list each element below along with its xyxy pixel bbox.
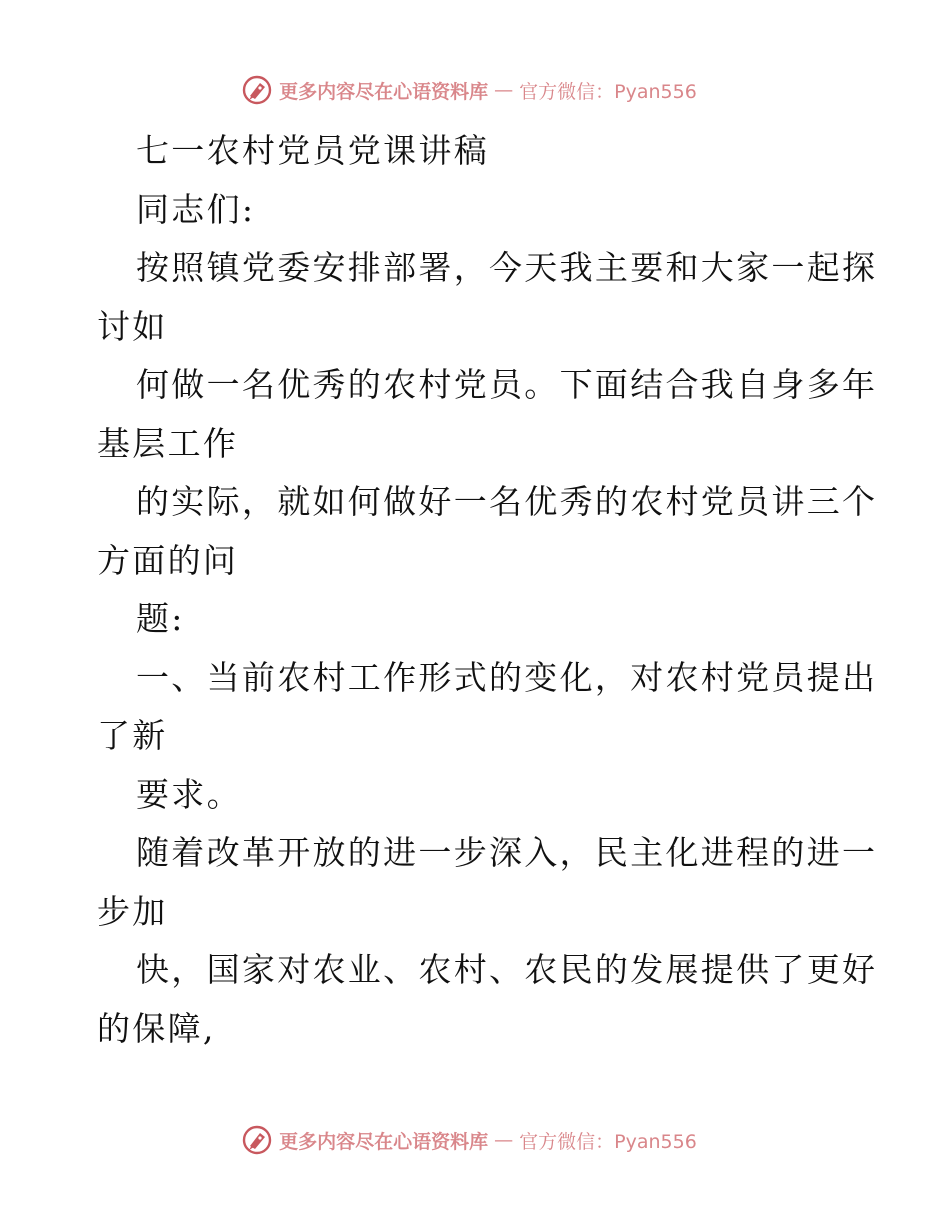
footer-banner-separator: — <box>494 1129 514 1151</box>
footer-banner-inner <box>241 1124 697 1156</box>
document-body <box>97 122 878 1058</box>
document-title: 七一农村党员党课讲稿 <box>136 131 489 170</box>
paragraph-line: 快，国家对农业、农村、农民的发展提供了更好 <box>136 950 878 989</box>
section-heading-line: 了新 <box>97 716 168 755</box>
salutation: 同志们: <box>136 189 256 229</box>
footer-banner <box>0 1120 950 1160</box>
paragraph-line: 的保障, <box>97 1008 216 1048</box>
header-banner-inner <box>241 74 697 106</box>
paragraph-line: 方面的问 <box>97 540 239 580</box>
header-banner-title: 更多内容尽在心语资料库 <box>279 80 489 103</box>
footer-banner-wechat: 官方微信：Pyan556 <box>519 1130 697 1153</box>
header-banner-separator: — <box>494 79 514 101</box>
header-banner-wechat: 官方微信：Pyan556 <box>519 80 697 103</box>
paragraph-line: 讨如 <box>97 306 168 346</box>
header-banner <box>0 70 950 110</box>
footer-banner-title: 更多内容尽在心语资料库 <box>279 1130 489 1153</box>
paragraph-line: 的实际，就如何做好一名优秀的农村党员讲三个 <box>136 482 878 521</box>
paragraph-line: 何做一名优秀的农村党员。下面结合我自身多年 <box>136 365 878 404</box>
paragraph-line: 步加 <box>97 891 168 931</box>
paragraph-line: 基层工作 <box>97 423 239 463</box>
section-heading-line: 要求。 <box>136 774 242 814</box>
paragraph-line: 按照镇党委安排部署，今天我主要和大家一起探 <box>136 248 878 287</box>
paragraph-line: 题: <box>136 599 185 638</box>
paragraph-line: 随着改革开放的进一步深入，民主化进程的进一 <box>136 833 878 872</box>
section-heading-line: 一、当前农村工作形式的变化，对农村党员提出 <box>136 657 878 697</box>
pen-nib-logo-icon <box>241 1124 273 1156</box>
pen-nib-logo-icon <box>241 74 273 106</box>
